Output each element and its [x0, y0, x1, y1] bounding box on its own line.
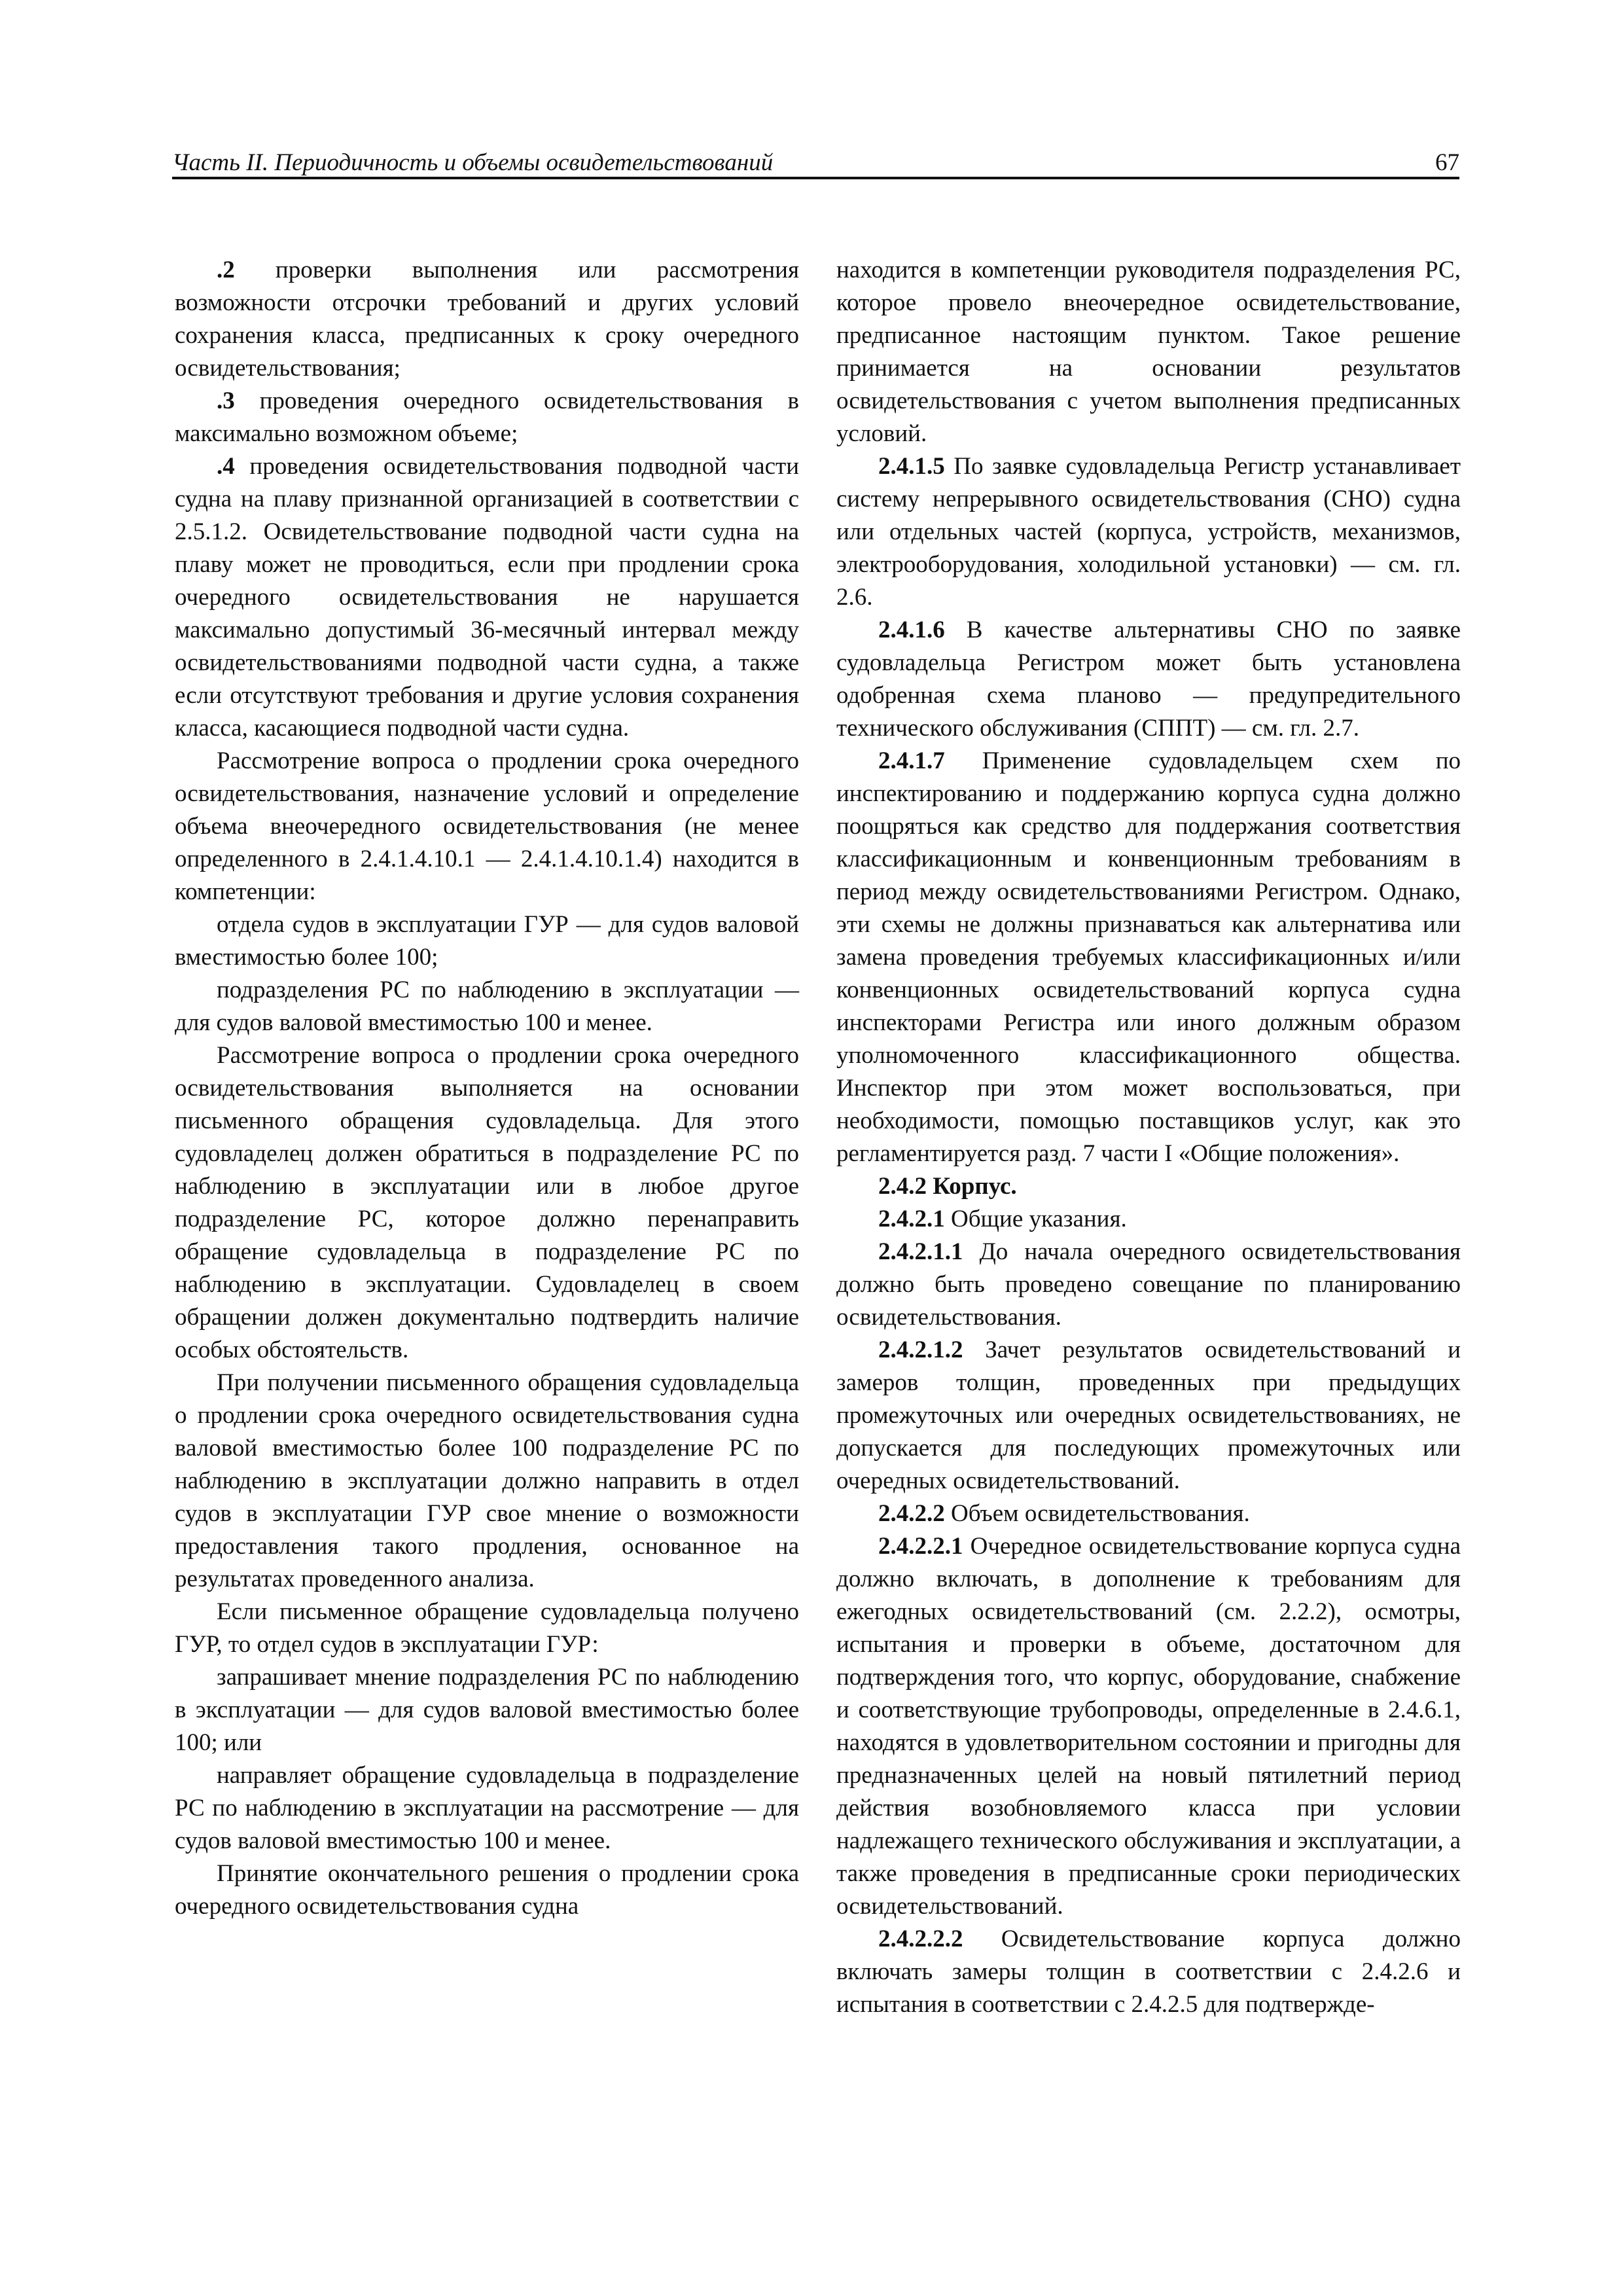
paragraph-text: Общие указания. [944, 1206, 1127, 1232]
paragraph [175, 254, 799, 385]
paragraph-text: проведения очередного освидетельствования в максимально возможном объеме; [175, 387, 799, 447]
paragraph-text: подразделения РС по наблюдению в эксплуатации — для судов валовой вместимостью 100 и менее. [175, 977, 799, 1036]
item-number: .3 [217, 387, 235, 414]
paragraph-text: По заявке судовладельца Регистр устанавливает систему непрерывного освидетельствования (СНО) судна или отдельных частей (корпуса, устройств, механизмов, электрооборудования, холодильной установки) — см. гл. 2.6. [836, 453, 1461, 611]
paragraph [836, 1236, 1461, 1334]
paragraph-text: Освидетельствование корпуса должно включать замеры толщин в соответствии с 2.4.2.6 и испытания в соответствии с 2.4.2.5 для подтвержде- [836, 1926, 1461, 2018]
paragraph [836, 450, 1461, 614]
section-number: 2.4.2.1.1 [878, 1238, 963, 1265]
paragraph [175, 745, 799, 908]
right-column [836, 254, 1461, 2021]
paragraph-text: Рассмотрение вопроса о продлении срока очередного освидетельствования выполняется на основании письменного обращения судовладельца. Для этого судовладелец должен обратиться в подразделение РС по наблюдению в эксплуатации или в любое другое подразделение РС, которое должно перенаправить обращение судовладельца в подразделение РС по наблюдению в эксплуатации. Судовладелец в своем обращении должен документально подтвердить наличие особых обстоятельств. [175, 1042, 799, 1363]
paragraph-text: запрашивает мнение подразделения РС по наблюдению в эксплуатации — для судов валовой вместимостью более 100; или [175, 1664, 799, 1756]
paragraph [836, 1530, 1461, 1923]
left-column [175, 254, 799, 1923]
section-number: 2.4.2.2 [878, 1500, 945, 1527]
paragraph [836, 745, 1461, 1170]
paragraph [836, 1498, 1461, 1530]
paragraph [175, 1857, 799, 1923]
paragraph [836, 1334, 1461, 1498]
paragraph-text: В качестве альтернативы СНО по заявке судовладельца Регистром может быть установлена одобренная схема планово — предупредительного технического обслуживания (СППТ) — см. гл. 2.7. [836, 617, 1461, 742]
paragraph-text: Принятие окончательного решения о продлении срока очередного освидетельствования судна [175, 1860, 799, 1920]
item-number: .4 [217, 453, 235, 480]
header-rule [172, 177, 1459, 179]
paragraph [175, 385, 799, 450]
paragraph [175, 1661, 799, 1759]
section-number: 2.4.1.7 [878, 747, 945, 774]
paragraph [175, 450, 799, 745]
paragraph-text: проверки выполнения или рассмотрения возможности отсрочки требований и других условий сохранения класса, предписанных к сроку очередного освидетельствования; [175, 257, 799, 382]
paragraph [836, 1203, 1461, 1236]
paragraph [175, 1039, 799, 1367]
section-number: 2.4.2.1.2 [878, 1336, 963, 1363]
paragraph [175, 1759, 799, 1857]
paragraph [175, 974, 799, 1039]
paragraph [836, 254, 1461, 450]
paragraph-text: Очередное освидетельствование корпуса судна должно включать, в дополнение к требованиям для ежегодных освидетельствований (см. 2.2.2), осмотры, испытания и проверки в объеме, достаточном для подтверждения того, что корпус, оборудование, снабжение и соответствующие трубопроводы, определенные в 2.4.6.1, находятся в удовлетворительном состоянии и пригодны для предназначенных целей на новый пятилетний период действия возобновляемого класса при условии надлежащего технического обслуживания и эксплуатации, а также проведения в предписанные сроки периодических освидетельствований. [836, 1533, 1461, 1920]
section-number: 2.4.2.1 [878, 1206, 945, 1232]
paragraph-text: находится в компетенции руководителя подразделения РС, которое провело внеочередное освидетельствование, предписанное настоящим пунктом. Такое решение принимается на основании результатов освидетельствования с учетом выполнения предписанных условий. [836, 257, 1461, 447]
item-number: .2 [217, 257, 235, 283]
paragraph [175, 1367, 799, 1596]
section-number: 2.4.2 [878, 1173, 927, 1200]
page-number: 67 [1435, 149, 1459, 176]
paragraph [836, 614, 1461, 745]
header-title: Часть II. Периодичность и объемы освидетельствований [172, 149, 774, 176]
paragraph [175, 908, 799, 974]
paragraph-text: Если письменное обращение судовладельца получено ГУР, то отдел судов в эксплуатации ГУР: [175, 1598, 799, 1658]
section-number: 2.4.1.6 [878, 617, 945, 643]
section-title: Корпус. [927, 1173, 1017, 1200]
paragraph-text: Применение судовладельцем схем по инспектированию и поддержанию корпуса судна должно поощряться как средство для поддержания соответствия классификационным и конвенционным требованиям в период между освидетельствованиями Регистром. Однако, эти схемы не должны признаваться как альтернатива или замена проведения требуемых классификационных и/или конвенционных освидетельствований корпуса судна инспекторами Регистра или иного должным образом уполномоченного классификационного общества. Инспектор при этом может воспользоваться, при необходимости, помощью поставщиков услуг, как это регламентируется разд. 7 части I «Общие положения». [836, 747, 1461, 1167]
paragraph-text: отдела судов в эксплуатации ГУР — для судов валовой вместимостью более 100; [175, 911, 799, 971]
paragraph-text: проведения освидетельствования подводной части судна на плаву признанной организацией в соответствии с 2.5.1.2. Освидетельствование подводной части судна на плаву может не проводиться, если при продлении срока очередного освидетельствования не нарушается максимально допустимый 36-месячный интервал между освидетельствованиями подводной части судна, а также если отсутствуют требования и другие условия сохранения класса, касающиеся подводной части судна. [175, 453, 799, 742]
paragraph-text: До начала очередного освидетельствования должно быть проведено совещание по планированию освидетельствования. [836, 1238, 1461, 1331]
section-number: 2.4.1.5 [878, 453, 945, 480]
section-number: 2.4.2.2.1 [878, 1533, 963, 1560]
paragraph [175, 1596, 799, 1661]
paragraph [836, 1923, 1461, 2021]
paragraph-text: направляет обращение судовладельца в подразделение РС по наблюдению в эксплуатации на рассмотрение — для судов валовой вместимостью 100 и менее. [175, 1762, 799, 1854]
section-heading [836, 1170, 1461, 1203]
paragraph-text: Рассмотрение вопроса о продлении срока очередного освидетельствования, назначение условий и определение объема внеочередного освидетельствования (не менее определенного в 2.4.1.4.10.1 — 2.4.1.4.10.1.4) находится в компетенции: [175, 747, 799, 905]
paragraph-text: Зачет результатов освидетельствований и замеров толщин, проведенных при предыдущих промежуточных или очередных освидетельствованиях, не допускается для последующих промежуточных или очередных освидетельствований. [836, 1336, 1461, 1494]
paragraph-text: Объем освидетельствования. [944, 1500, 1250, 1527]
section-number: 2.4.2.2.2 [878, 1926, 963, 1952]
running-header [172, 145, 1459, 179]
paragraph-text: При получении письменного обращения судовладельца о продлении срока очередного освидетельствования судна валовой вместимостью более 100 подразделение РС по наблюдению в эксплуатации должно направить в отдел судов в эксплуатации ГУР свое мнение о возможности предоставления такого продления, основанное на результатах проведенного анализа. [175, 1369, 799, 1592]
